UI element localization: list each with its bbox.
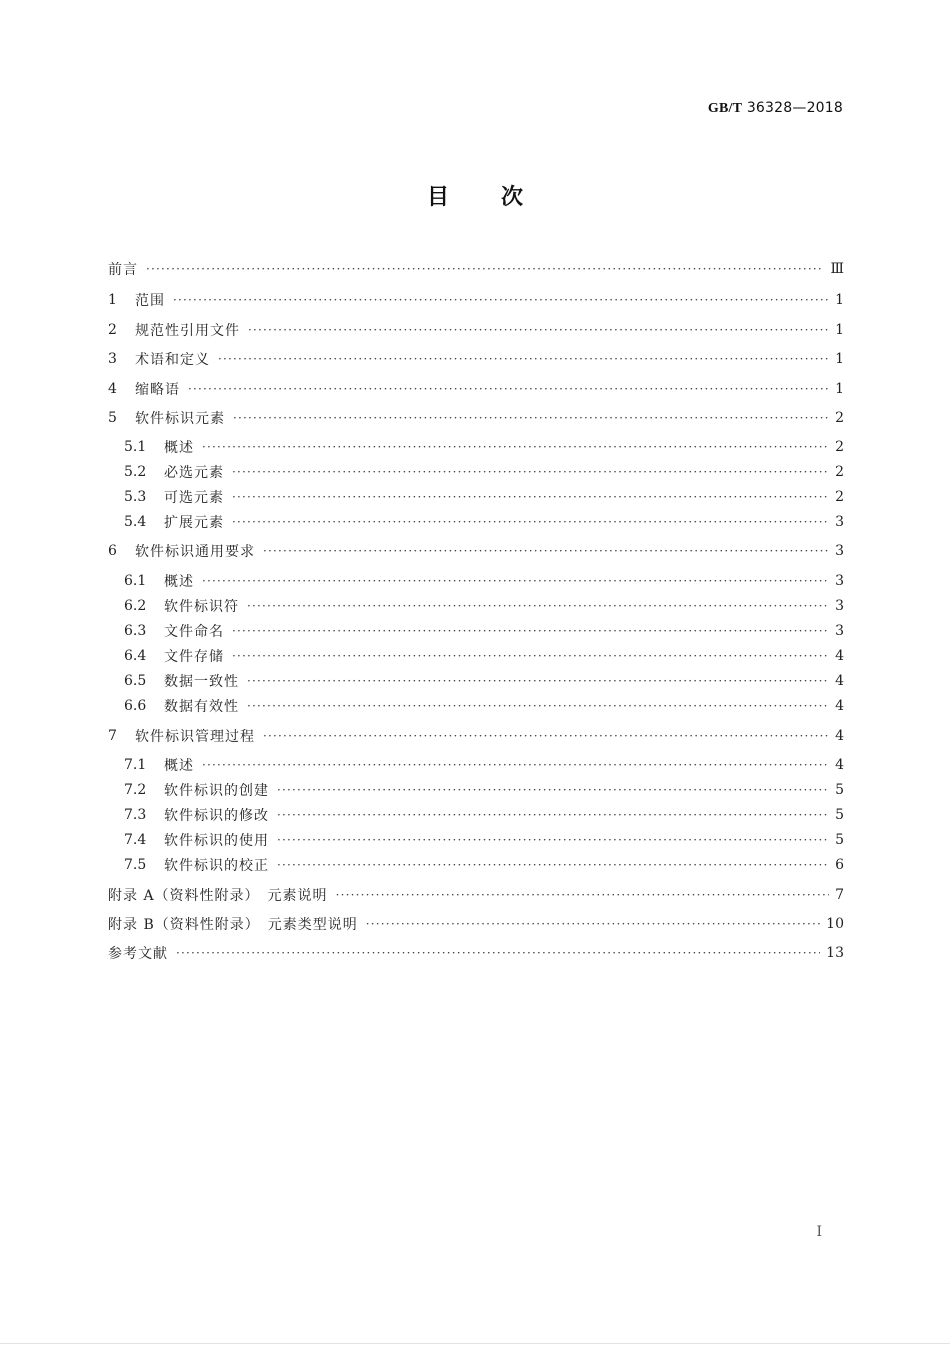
leader-dots <box>247 595 829 617</box>
toc-entry-page: 4 <box>835 698 844 714</box>
leader-dots <box>247 695 829 717</box>
leader-dots <box>263 725 829 747</box>
toc-entry-5[interactable] <box>108 407 844 429</box>
leader-dots <box>202 570 829 592</box>
toc-entry-number: 2 <box>108 322 117 338</box>
toc-entry-label: 概述 <box>164 574 194 590</box>
toc-entry-number: 7.3 <box>124 807 147 823</box>
toc-entry-page: 7 <box>835 887 844 903</box>
leader-dots <box>146 258 824 280</box>
leader-dots <box>232 620 829 642</box>
toc-entry-5-1[interactable] <box>124 436 844 458</box>
toc-entry-page: 3 <box>835 573 844 589</box>
toc-entry-1[interactable] <box>108 289 844 311</box>
toc-entry-number: 6.6 <box>124 698 147 714</box>
toc-entry-page: 2 <box>835 489 844 505</box>
toc-entry-number: 5.1 <box>124 439 147 455</box>
page-number: Ⅰ <box>816 1224 822 1240</box>
toc-entry-page: 4 <box>835 648 844 664</box>
toc-entry-page: 4 <box>835 757 844 773</box>
toc-entry-appendix-a[interactable] <box>108 884 844 906</box>
toc-entry-number: 1 <box>108 292 117 308</box>
toc-entry-number: 4 <box>108 381 117 397</box>
leader-dots <box>232 461 829 483</box>
page-bottom-divider <box>0 1343 950 1344</box>
toc-entry-6-1[interactable] <box>124 570 844 592</box>
leader-dots <box>202 754 829 776</box>
toc-entry-5-3[interactable] <box>124 486 844 508</box>
toc-entry-number: 5 <box>108 410 117 426</box>
toc-entry-label: 软件标识的校正 <box>164 858 269 874</box>
toc-entry-label: 可选元素 <box>164 490 224 506</box>
toc-entry-page: 3 <box>835 598 844 614</box>
toc-entry-7-5[interactable] <box>124 854 844 876</box>
toc-entry-number: 7.4 <box>124 832 147 848</box>
leader-dots <box>336 884 830 906</box>
toc-entry-label: 软件标识符 <box>164 599 239 615</box>
toc-entry-page: 13 <box>826 945 844 961</box>
leader-dots <box>218 348 829 370</box>
toc-entry-page: 3 <box>835 623 844 639</box>
toc-entry-page: 5 <box>835 807 844 823</box>
toc-entry-label: 文件存储 <box>164 649 224 665</box>
toc-entry-references[interactable] <box>108 942 844 964</box>
toc-entry-label: 软件标识的修改 <box>164 808 269 824</box>
toc-entry-6-5[interactable] <box>124 670 844 692</box>
toc-entry-number: 5.3 <box>124 489 147 505</box>
toc-entry-page: 3 <box>835 514 844 530</box>
toc-entry-7-1[interactable] <box>124 754 844 776</box>
toc-entry-label: 软件标识管理过程 <box>135 729 255 745</box>
toc-entry-6-2[interactable] <box>124 595 844 617</box>
standard-prefix: GB/T <box>707 101 743 116</box>
leader-dots <box>232 486 829 508</box>
toc-entry-page: 1 <box>835 322 844 338</box>
leader-dots <box>247 670 829 692</box>
standard-number: 36328—2018 <box>746 100 843 116</box>
toc-entry-label: 概述 <box>164 758 194 774</box>
toc-entry-6-6[interactable] <box>124 695 844 717</box>
toc-entry-number: 7 <box>108 728 117 744</box>
toc-entry-page: 6 <box>835 857 844 873</box>
toc-entry-label: 软件标识通用要求 <box>135 544 255 560</box>
toc-entry-label: 附录 A（资料性附录） 元素说明 <box>108 888 328 904</box>
toc-entry-7-2[interactable] <box>124 779 844 801</box>
toc-entry-number: 6.1 <box>124 573 147 589</box>
toc-entry-page: 4 <box>835 673 844 689</box>
toc-entry-number: 6 <box>108 543 117 559</box>
toc-entry-7-3[interactable] <box>124 804 844 826</box>
toc-entry-page: 1 <box>835 292 844 308</box>
toc-entry-number: 6.2 <box>124 598 147 614</box>
toc-entry-label: 软件标识的使用 <box>164 833 269 849</box>
toc-entry-page: 2 <box>835 439 844 455</box>
toc-entry-label: 规范性引用文件 <box>135 323 240 339</box>
toc-entry-page: 2 <box>835 410 844 426</box>
toc-entry-page: Ⅲ <box>830 261 844 277</box>
toc-entry-label: 数据有效性 <box>164 699 239 715</box>
leader-dots <box>188 378 829 400</box>
toc-entry-label: 文件命名 <box>164 624 224 640</box>
toc-entry-page: 1 <box>835 381 844 397</box>
leader-dots <box>232 645 829 667</box>
toc-entry-label: 术语和定义 <box>135 352 210 368</box>
toc-entry-label: 前言 <box>108 262 138 278</box>
toc-entry-label: 必选元素 <box>164 465 224 481</box>
standard-code <box>708 100 843 117</box>
page-title: 目次 <box>426 185 575 210</box>
toc-entry-number: 7.5 <box>124 857 147 873</box>
toc-entry-number: 6.4 <box>124 648 147 664</box>
toc-entry-number: 5.4 <box>124 514 147 530</box>
leader-dots <box>263 540 829 562</box>
leader-dots <box>277 804 829 826</box>
toc-entry-label: 参考文献 <box>108 946 168 962</box>
toc-entry-7-4[interactable] <box>124 829 844 851</box>
toc-entry-label: 软件标识元素 <box>135 411 225 427</box>
toc-entry-number: 5.2 <box>124 464 147 480</box>
leader-dots <box>277 829 829 851</box>
toc-entry-appendix-b[interactable] <box>108 913 844 935</box>
toc-entry-page: 4 <box>835 728 844 744</box>
leader-dots <box>176 942 820 964</box>
leader-dots <box>366 913 820 935</box>
toc-entry-3[interactable] <box>108 348 844 370</box>
leader-dots <box>202 436 829 458</box>
toc-entry-4[interactable] <box>108 378 844 400</box>
toc-entry-7[interactable] <box>108 725 844 747</box>
leader-dots <box>233 407 829 429</box>
toc-entry-label: 数据一致性 <box>164 674 239 690</box>
toc-entry-label: 附录 B（资料性附录） 元素类型说明 <box>108 917 358 933</box>
toc-entry-page: 3 <box>835 543 844 559</box>
leader-dots <box>173 289 829 311</box>
toc-entry-2[interactable] <box>108 319 844 341</box>
leader-dots <box>248 319 829 341</box>
toc-entry-number: 6.5 <box>124 673 147 689</box>
toc-entry-6-4[interactable] <box>124 645 844 667</box>
toc-entry-number: 7.1 <box>124 757 147 773</box>
toc-entry-number: 7.2 <box>124 782 147 798</box>
toc-entry-foreword[interactable] <box>108 258 844 280</box>
toc-entry-6-3[interactable] <box>124 620 844 642</box>
toc-entry-label: 概述 <box>164 440 194 456</box>
toc-entry-page: 1 <box>835 351 844 367</box>
toc-entry-label: 软件标识的创建 <box>164 783 269 799</box>
toc-entry-5-2[interactable] <box>124 461 844 483</box>
toc-entry-label: 缩略语 <box>135 382 180 398</box>
toc-entry-page: 5 <box>835 782 844 798</box>
toc-entry-label: 扩展元素 <box>164 515 224 531</box>
toc-entry-label: 范围 <box>135 293 165 309</box>
toc-entry-6[interactable] <box>108 540 844 562</box>
leader-dots <box>277 854 829 876</box>
toc-entry-page: 5 <box>835 832 844 848</box>
leader-dots <box>277 779 829 801</box>
toc-entry-5-4[interactable] <box>124 511 844 533</box>
toc-entry-number: 3 <box>108 351 117 367</box>
toc-entry-page: 10 <box>826 916 844 932</box>
leader-dots <box>232 511 829 533</box>
toc-entry-page: 2 <box>835 464 844 480</box>
toc-entry-number: 6.3 <box>124 623 147 639</box>
